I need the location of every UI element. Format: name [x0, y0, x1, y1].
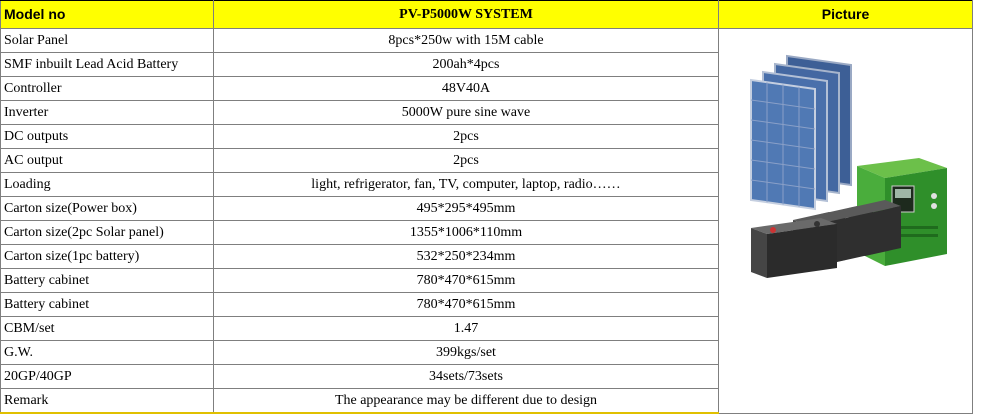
- row-value[interactable]: 1355*1006*110mm: [214, 221, 719, 245]
- row-value[interactable]: The appearance may be different due to design: [214, 389, 719, 414]
- row-value[interactable]: 495*295*495mm: [214, 197, 719, 221]
- header-picture[interactable]: Picture: [719, 1, 973, 29]
- row-label[interactable]: Battery cabinet: [1, 293, 214, 317]
- row-value[interactable]: 2pcs: [214, 149, 719, 173]
- row-label[interactable]: Carton size(2pc Solar panel): [1, 221, 214, 245]
- row-value[interactable]: 8pcs*250w with 15M cable: [214, 29, 719, 53]
- row-label[interactable]: Remark: [1, 389, 214, 414]
- row-label[interactable]: Carton size(Power box): [1, 197, 214, 221]
- row-value[interactable]: 399kgs/set: [214, 341, 719, 365]
- row-label[interactable]: Loading: [1, 173, 214, 197]
- battery-icon: [751, 200, 901, 278]
- row-label[interactable]: SMF inbuilt Lead Acid Battery: [1, 53, 214, 77]
- row-value[interactable]: light, refrigerator, fan, TV, computer, laptop, radio……: [214, 173, 719, 197]
- row-label[interactable]: Carton size(1pc battery): [1, 245, 214, 269]
- header-system-name[interactable]: PV-P5000W SYSTEM: [214, 1, 719, 29]
- header-model-no[interactable]: Model no: [1, 1, 214, 29]
- row-value[interactable]: 1.47: [214, 317, 719, 341]
- row-value[interactable]: 200ah*4pcs: [214, 53, 719, 77]
- row-label[interactable]: 20GP/40GP: [1, 365, 214, 389]
- header-row: [1, 1, 973, 29]
- row-label[interactable]: Controller: [1, 77, 214, 101]
- row-label[interactable]: Inverter: [1, 101, 214, 125]
- row-label[interactable]: DC outputs: [1, 125, 214, 149]
- row-value[interactable]: 48V40A: [214, 77, 719, 101]
- row-label[interactable]: AC output: [1, 149, 214, 173]
- row-value[interactable]: 2pcs: [214, 125, 719, 149]
- solar-panel-icon: [751, 56, 851, 209]
- row-label[interactable]: CBM/set: [1, 317, 214, 341]
- row-value[interactable]: 532*250*234mm: [214, 245, 719, 269]
- row-label[interactable]: Battery cabinet: [1, 269, 214, 293]
- row-value[interactable]: 34sets/73sets: [214, 365, 719, 389]
- table-row: [1, 29, 973, 53]
- row-value[interactable]: 5000W pure sine wave: [214, 101, 719, 125]
- row-value[interactable]: 780*470*615mm: [214, 269, 719, 293]
- picture-cell[interactable]: [719, 29, 973, 414]
- row-label[interactable]: Solar Panel: [1, 29, 214, 53]
- row-value[interactable]: 780*470*615mm: [214, 293, 719, 317]
- solar-system-product-image: [749, 54, 949, 304]
- row-label[interactable]: G.W.: [1, 341, 214, 365]
